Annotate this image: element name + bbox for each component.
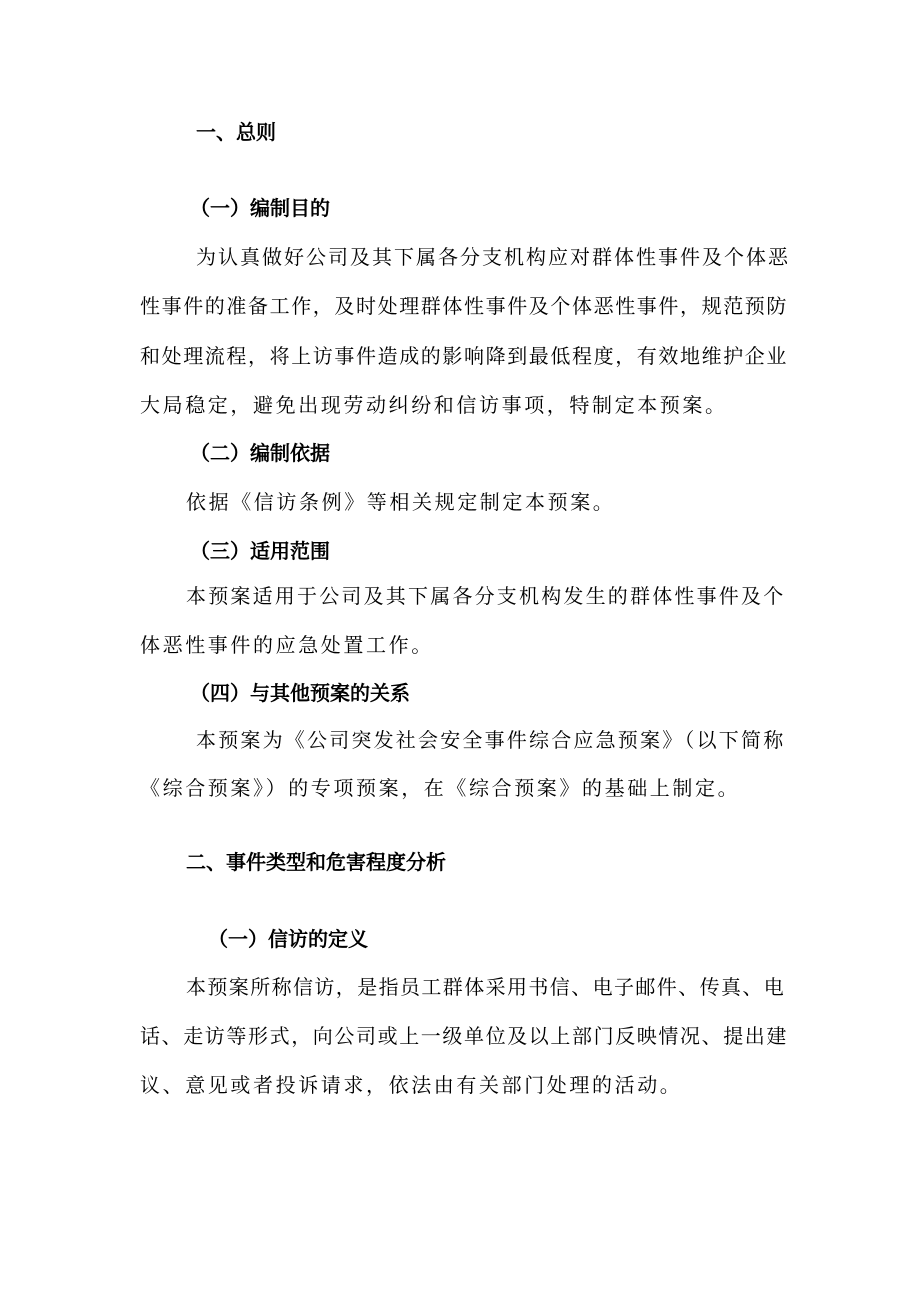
paragraph-line: 议、意见或者投诉请求，依法由有关部门处理的活动。	[140, 1073, 683, 1097]
subsection-title-definition: （一）信访的定义	[208, 927, 368, 951]
paragraph-line: 《综合预案》）的专项预案，在《综合预案》的基础上制定。	[140, 776, 741, 800]
paragraph-line: 本预案为《公司突发社会安全事件综合应急预案》（以下简称	[196, 728, 786, 752]
paragraph-line: 为认真做好公司及其下属各分支机构应对群体性事件及个体恶	[196, 245, 790, 269]
subsection-title-purpose: （一）编制目的	[190, 196, 330, 220]
subsection-title-basis: （二）编制依据	[190, 441, 330, 465]
subsection-title-relation: （四）与其他预案的关系	[190, 681, 410, 705]
paragraph-line: 和处理流程，将上访事件造成的影响降到最低程度，有效地维护企业	[140, 344, 788, 368]
section-title-general: 一、总则	[196, 120, 276, 144]
paragraph-line: 本预案适用于公司及其下属各分支机构发生的群体性事件及个	[186, 584, 786, 608]
section-title-event-types: 二、事件类型和危害程度分析	[186, 850, 446, 874]
paragraph-line: 体恶性事件的应急处置工作。	[140, 633, 434, 657]
paragraph-line: 依据《信访条例》等相关规定制定本预案。	[186, 490, 616, 514]
paragraph-line: 大局稳定，避免出现劳动纠纷和信访事项，特制定本预案。	[140, 393, 728, 417]
paragraph-line: 性事件的准备工作，及时处理群体性事件及个体恶性事件，规范预防	[140, 294, 788, 318]
paragraph-line: 本预案所称信访，是指员工群体采用书信、电子邮件、传真、电	[186, 975, 786, 999]
subsection-title-scope: （三）适用范围	[190, 539, 330, 563]
paragraph-line: 话、走访等形式，向公司或上一级单位及以上部门反映情况、提出建	[140, 1024, 788, 1048]
